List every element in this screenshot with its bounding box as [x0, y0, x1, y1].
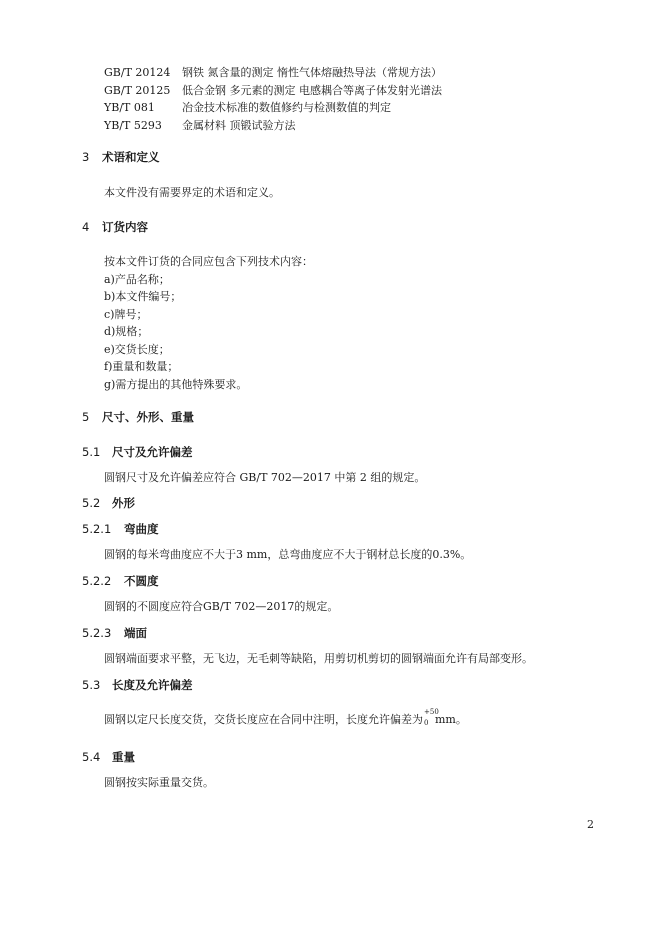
section-number: 5.3 — [82, 678, 101, 692]
section-5-2-2-body: 圆钢的不圆度应符合GB/T 702—2017的规定。 — [104, 600, 339, 613]
section-5-2-2-heading — [82, 573, 159, 589]
section-number: 5.2.3 — [82, 626, 112, 640]
reference-code: GB/T 20125 — [104, 83, 171, 97]
list-intro: 按本文件订货的合同应包含下列技术内容： — [104, 255, 313, 268]
section-title: 不圆度 — [124, 574, 159, 588]
section-title: 尺寸及允许偏差 — [112, 445, 193, 459]
tolerance-lower: 0 — [424, 719, 429, 727]
section-5-2-3-heading — [82, 625, 147, 641]
reference-code: GB/T 20124 — [104, 66, 171, 79]
length-tolerance-text: 圆钢以定尺长度交货，交货长度应在合同中注明，长度允许偏差为 — [104, 713, 423, 726]
section-number: 5 — [82, 410, 90, 424]
section-5-3-heading — [82, 677, 193, 693]
list-item: c)牌号； — [104, 307, 148, 321]
section-title: 外形 — [112, 496, 135, 510]
section-3-heading — [82, 149, 160, 165]
section-5-2-1-body: 圆钢的每米弯曲度应不大于3 mm，总弯曲度应不大于钢材总长度的0.3%。 — [104, 548, 472, 561]
section-title: 尺寸、外形、重量 — [102, 410, 194, 424]
tolerance-upper: +50 — [424, 708, 439, 716]
reference-item — [104, 99, 442, 117]
section-5-heading — [82, 409, 194, 425]
section-number: 5.2 — [82, 496, 101, 510]
reference-item — [104, 82, 442, 100]
tolerance-unit: mm。 — [435, 713, 467, 726]
section-number: 3 — [82, 150, 90, 164]
section-5-3-body — [104, 708, 467, 727]
page-number: 2 — [587, 818, 594, 831]
section-number: 5.2.1 — [82, 522, 112, 536]
reference-code: YB/T 5293 — [104, 118, 162, 132]
normative-references-list — [104, 64, 442, 134]
list-item: d)规格； — [104, 325, 149, 338]
section-5-2-3-body: 圆钢端面要求平整，无飞边，无毛刺等缺陷，用剪切机剪切的圆钢端面允许有局部变形。 — [104, 652, 533, 665]
reference-title: 冶金技术标准的数值修约与检测数值的判定 — [182, 101, 391, 114]
section-number: 5.2.2 — [82, 574, 112, 588]
list-item: e)交货长度； — [104, 342, 170, 356]
section-number: 5.4 — [82, 750, 101, 764]
tolerance-limits — [423, 708, 439, 727]
reference-title: 低合金钢 多元素的测定 电感耦合等离子体发射光谱法 — [182, 83, 442, 97]
section-4-heading — [82, 219, 148, 235]
section-number: 4 — [82, 220, 90, 234]
list-item: g)需方提出的其他特殊要求。 — [104, 377, 248, 391]
section-5-1-heading — [82, 444, 193, 460]
reference-title: 金属材料 顶锻试验方法 — [182, 118, 296, 132]
section-title: 弯曲度 — [124, 522, 159, 536]
section-title: 重量 — [112, 750, 135, 764]
section-title: 端面 — [124, 626, 147, 640]
section-5-4-body: 圆钢按实际重量交货。 — [104, 776, 214, 789]
section-5-2-heading — [82, 495, 135, 511]
reference-item — [104, 117, 442, 135]
section-number: 5.1 — [82, 445, 101, 459]
order-content-list — [104, 253, 313, 393]
section-title: 长度及允许偏差 — [112, 678, 193, 692]
section-title: 术语和定义 — [102, 150, 160, 164]
reference-code: YB/T 081 — [104, 101, 155, 114]
list-item: b)本文件编号； — [104, 290, 182, 303]
section-3-body: 本文件没有需要界定的术语和定义。 — [104, 186, 280, 199]
reference-item — [104, 64, 442, 82]
section-5-1-body: 圆钢尺寸及允许偏差应符合 GB/T 702—2017 中第 2 组的规定。 — [104, 471, 426, 484]
list-item: f)重量和数量； — [104, 360, 179, 373]
section-title: 订货内容 — [102, 220, 148, 234]
section-5-4-heading — [82, 749, 135, 765]
section-5-2-1-heading — [82, 521, 159, 537]
list-item: a)产品名称； — [104, 272, 170, 286]
reference-title: 钢铁 氮含量的测定 惰性气体熔融热导法（常规方法） — [182, 66, 442, 79]
